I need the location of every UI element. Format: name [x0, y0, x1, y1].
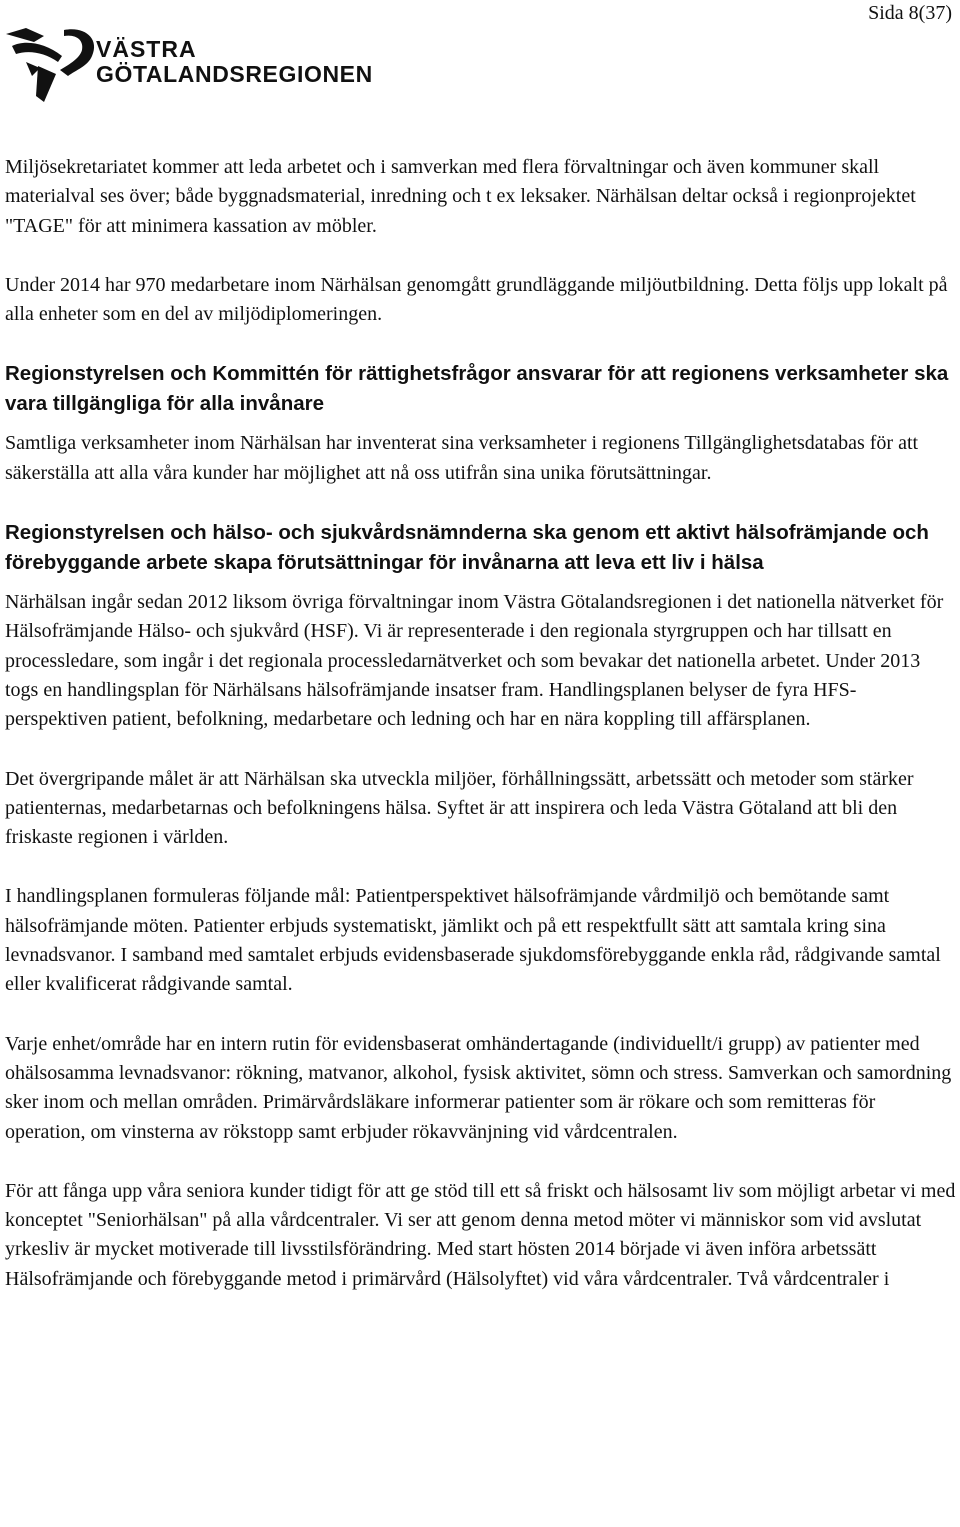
paragraph-senior-health: För att fånga upp våra seniora kunder tidigt för att ge stöd till ett så friskt och hälsosamt liv som möjligt arbetar vi med konceptet "Seniorhälsan" på alla vårdcentraler. Vi ser att genom denna metod möter vi människor som vid avslutat yrkesliv är mycket motiverade till livsstilsförändring. Med start hösten 2014 började vi även införa arbetssätt Hälsofrämjande och förebyggande metod i primärvård (Hälsolyftet) vid våra vårdcentraler. Två vårdcentraler i	[5, 1179, 956, 1290]
paragraph-materials: Miljösekretariatet kommer att leda arbetet och i samverkan med flera förvaltningar och även kommuner skall materialval ses över; både byggnadsmaterial, inredning och t ex leksaker. Närhälsan deltar också i regionprojektet "TAGE" för att minimera kassation av möbler.	[5, 156, 916, 237]
organization-logo	[4, 26, 384, 106]
paragraph-unit-routines: Varje enhet/område har en intern rutin för evidensbaserat omhändertagande (individuellt/i grupp) av patienter med ohälsosamma levnadsvanor: rökning, matvanor, alkohol, fysisk aktivitet, sömn och stress. Samverkan och samordning sker inom och mellan områden. Primärvårdsläkare informerar patienter som är rökare och som remitteras för operation, om vinsterna av rökstopp samt erbjuder rökavvänjning vid vårdcentralen.	[5, 1032, 952, 1143]
swan-emblem-icon	[4, 26, 384, 106]
document-body	[5, 153, 957, 1294]
paragraph-training: Under 2014 har 970 medarbetare inom Närhälsan genomgått grundläggande miljöutbildning. Detta följs upp lokalt på alla enheter som en del av miljödiplomeringen.	[5, 273, 948, 326]
section-heading-health-promotion: Regionstyrelsen och hälso- och sjukvårdsnämnderna ska genom ett aktivt hälsofrämjande och förebyggande arbete skapa förutsättningar för invånarna att leva ett liv i hälsa	[5, 521, 929, 574]
paragraph-action-plan-goals: I handlingsplanen formuleras följande mål: Patientperspektivet hälsofrämjande vårdmiljö och bemötande samt hälsofrämjande möten. Patienter erbjuds systematiskt, jämlikt och på ett respektfullt sätt att samtala kring sina levnadsvanor. I samband med samtalet erbjuds evidensbaserade sjukdomsförebyggande enkla råd, rådgivande samtal eller kvalificerat rådgivande samtal.	[5, 885, 941, 996]
paragraph-overall-goal: Det övergripande målet är att Närhälsan ska utveckla miljöer, förhållningssätt, arbetssätt och metoder som stärker patienternas, medarbetarnas och befolkningens hälsa. Syftet är att inspirera och leda Västra Götaland att bli den friskaste regionen i världen.	[5, 767, 914, 849]
page-number: Sida 8(37)	[868, 2, 952, 24]
logo-line2: GÖTALANDSREGIONEN	[96, 61, 373, 87]
paragraph-hsf-network: Närhälsan ingår sedan 2012 liksom övriga förvaltningar inom Västra Götalandsregionen i det nationella nätverket för Hälsofrämjande Hälso- och sjukvård (HSF). Vi är representerade i den regionala styrgruppen och har tillsatt en processledare, som ingår i det regionala processledarnätverket och som bevakar det nationella arbetet. Under 2013 togs en handlingsplan för Närhälsans hälsofrämjande insatser fram. Handlingsplanen belyser de fyra HFS- perspektiven patient, befolkning, medarbetare och ledning och har en nära koppling till affärsplanen.	[5, 591, 944, 731]
logo-line1: VÄSTRA	[96, 36, 197, 62]
section-heading-accessibility: Regionstyrelsen och Kommittén för rättighetsfrågor ansvarar för att regionens verksamheter ska vara tillgängliga för alla invånare	[5, 362, 949, 415]
paragraph-accessibility: Samtliga verksamheter inom Närhälsan har inventerat sina verksamheter i regionens Tillgänglighetsdatabas för att säkerställa att alla våra kunder har möjlighet att nå oss utifrån sina unika förutsättningar.	[5, 432, 919, 484]
